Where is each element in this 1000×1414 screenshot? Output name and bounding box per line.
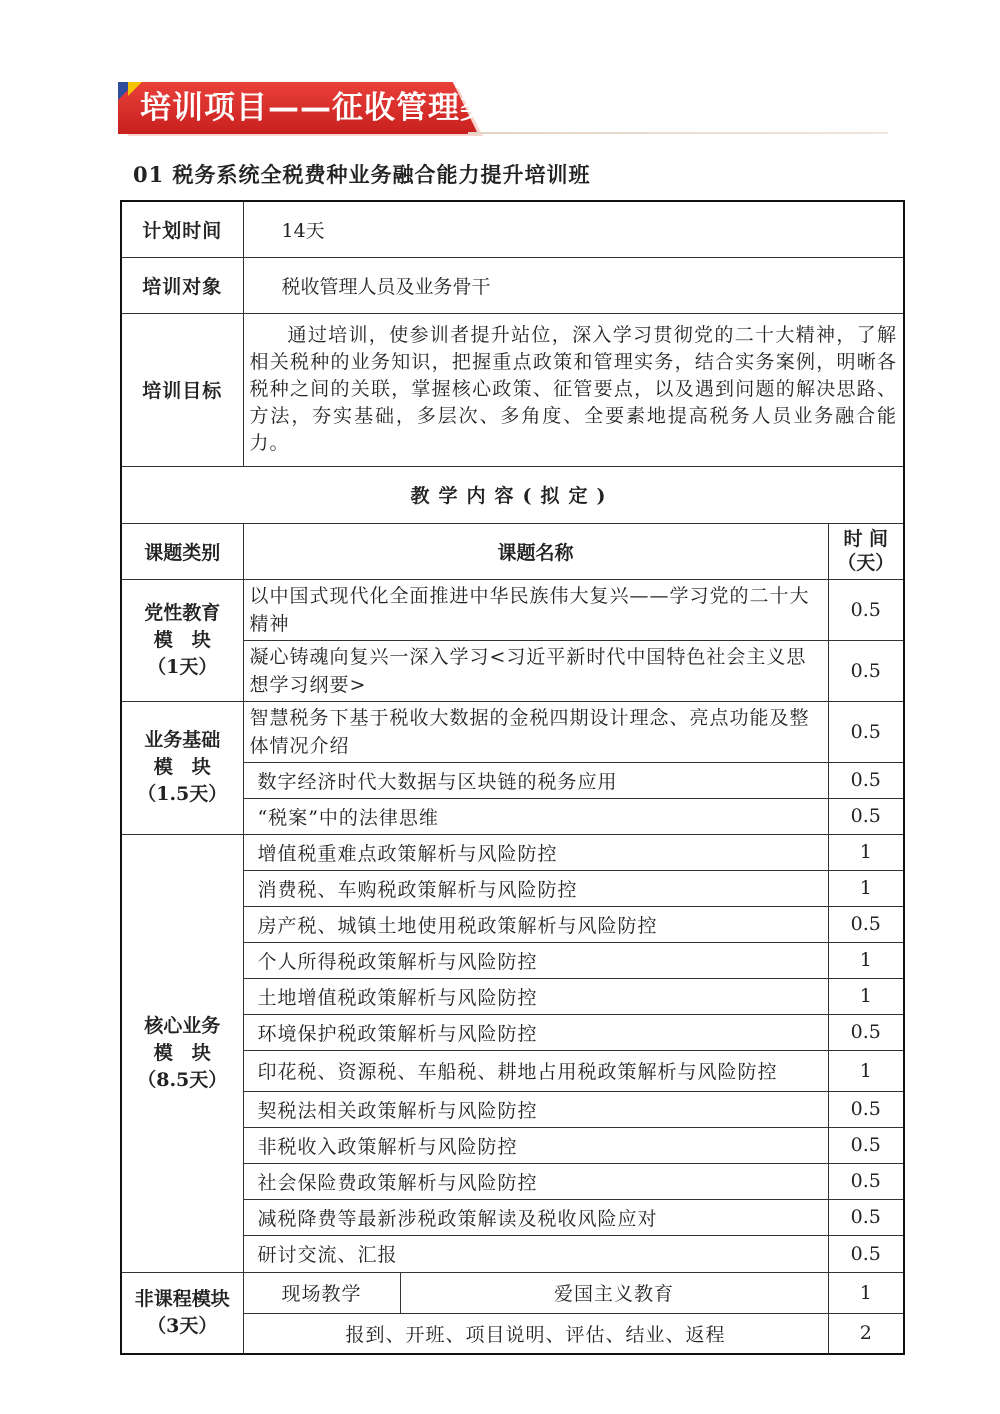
column-header-row bbox=[121, 523, 904, 579]
topic-name: 数字经济时代大数据与区块链的税务应用 bbox=[243, 762, 828, 798]
target-value: 税收管理人员及业务骨干 bbox=[243, 257, 904, 313]
topic-name: 社会保险费政策解析与风险防控 bbox=[243, 1163, 828, 1199]
col-name-header: 课题名称 bbox=[243, 523, 828, 579]
topic-days: 1 bbox=[828, 1050, 904, 1091]
goal-value bbox=[243, 313, 904, 466]
topic-name: 凝心铸魂向复兴一深入学习<习近平新时代中国特色社会主义思想学习纲要> bbox=[243, 640, 828, 701]
banner-corner-decoration bbox=[118, 82, 140, 104]
banner-title: 培训项目——征收管理类 bbox=[140, 90, 492, 126]
table-row bbox=[121, 579, 904, 640]
admin-days: 2 bbox=[828, 1313, 904, 1354]
topic-name: 契税法相关政策解析与风险防控 bbox=[243, 1091, 828, 1127]
topic-days: 0.5 bbox=[828, 579, 904, 640]
topic-name: 以中国式现代化全面推进中华民族伟大复兴——学习党的二十大精神 bbox=[243, 579, 828, 640]
col-time-header-line2: （天） bbox=[837, 552, 895, 574]
topic-name: 印花税、资源税、车船税、耕地占用税政策解析与风险防控 bbox=[243, 1050, 828, 1091]
topic-days: 0.5 bbox=[828, 1235, 904, 1272]
program-table bbox=[120, 200, 905, 1355]
topic-days: 0.5 bbox=[828, 701, 904, 762]
topic-days: 0.5 bbox=[828, 906, 904, 942]
topic-days: 1 bbox=[828, 942, 904, 978]
plan-time-value: 14天 bbox=[243, 201, 904, 257]
topic-days: 0.5 bbox=[828, 1199, 904, 1235]
topic-days: 1 bbox=[828, 978, 904, 1014]
topic-days: 0.5 bbox=[828, 640, 904, 701]
table-row bbox=[121, 1272, 904, 1313]
content-heading: 教学内容(拟定) bbox=[121, 466, 904, 523]
section-banner bbox=[118, 82, 888, 140]
site-teaching-label: 现场教学 bbox=[243, 1272, 400, 1313]
topic-name: 消费税、车购税政策解析与风险防控 bbox=[243, 870, 828, 906]
topic-name: 研讨交流、汇报 bbox=[243, 1235, 828, 1272]
table-row bbox=[121, 834, 904, 870]
topic-name: 环境保护税政策解析与风险防控 bbox=[243, 1014, 828, 1050]
col-time-header-line1: 时 间 bbox=[843, 528, 889, 550]
col-time-header bbox=[828, 523, 904, 579]
target-row bbox=[121, 257, 904, 313]
module-non-course: 非课程模块 （3天） bbox=[121, 1272, 243, 1354]
topic-days: 1 bbox=[828, 870, 904, 906]
topic-name: 房产税、城镇土地使用税政策解析与风险防控 bbox=[243, 906, 828, 942]
plan-time-label: 计划时间 bbox=[121, 201, 243, 257]
topic-name: 增值税重难点政策解析与风险防控 bbox=[243, 834, 828, 870]
site-teaching-days: 1 bbox=[828, 1272, 904, 1313]
module-core-business: 核心业务 模 块 （8.5天） bbox=[121, 834, 243, 1272]
topic-days: 0.5 bbox=[828, 1163, 904, 1199]
topic-days: 0.5 bbox=[828, 762, 904, 798]
col-category-header: 课题类别 bbox=[121, 523, 243, 579]
topic-name: “税案”中的法律思维 bbox=[243, 798, 828, 834]
table-row bbox=[121, 701, 904, 762]
plan-time-row bbox=[121, 201, 904, 257]
admin-topic: 报到、开班、项目说明、评估、结业、返程 bbox=[243, 1313, 828, 1354]
target-label: 培训对象 bbox=[121, 257, 243, 313]
topic-days: 0.5 bbox=[828, 1091, 904, 1127]
topic-days: 0.5 bbox=[828, 1014, 904, 1050]
banner-divider bbox=[468, 132, 888, 134]
topic-name: 个人所得税政策解析与风险防控 bbox=[243, 942, 828, 978]
topic-days: 0.5 bbox=[828, 798, 904, 834]
topic-name: 减税降费等最新涉税政策解读及税收风险应对 bbox=[243, 1199, 828, 1235]
topic-name: 智慧税务下基于税收大数据的金税四期设计理念、亮点功能及整体情况介绍 bbox=[243, 701, 828, 762]
module-business-basics: 业务基础 模 块 （1.5天） bbox=[121, 701, 243, 834]
module-party-education: 党性教育 模 块 （1天） bbox=[121, 579, 243, 701]
topic-days: 1 bbox=[828, 834, 904, 870]
topic-name: 非税收入政策解析与风险防控 bbox=[243, 1127, 828, 1163]
topic-name: 土地增值税政策解析与风险防控 bbox=[243, 978, 828, 1014]
goal-text: 通过培训，使参训者提升站位，深入学习贯彻党的二十大精神，了解相关税种的业务知识，把握重点政策和管理实务，结合实务案例，明晰各税种之间的关联，掌握核心政策、征管要点，以及遇到问题的解决思路、方法，夯实基础，多层次、多角度、全要素地提高税务人员业务融合能力。 bbox=[249, 324, 897, 454]
content-heading-row bbox=[121, 466, 904, 523]
goal-label: 培训目标 bbox=[121, 313, 243, 466]
site-teaching-topic: 爱国主义教育 bbox=[400, 1272, 828, 1313]
goal-row bbox=[121, 313, 904, 466]
topic-days: 0.5 bbox=[828, 1127, 904, 1163]
program-title: 01 税务系统全税费种业务融合能力提升培训班 bbox=[133, 162, 591, 187]
